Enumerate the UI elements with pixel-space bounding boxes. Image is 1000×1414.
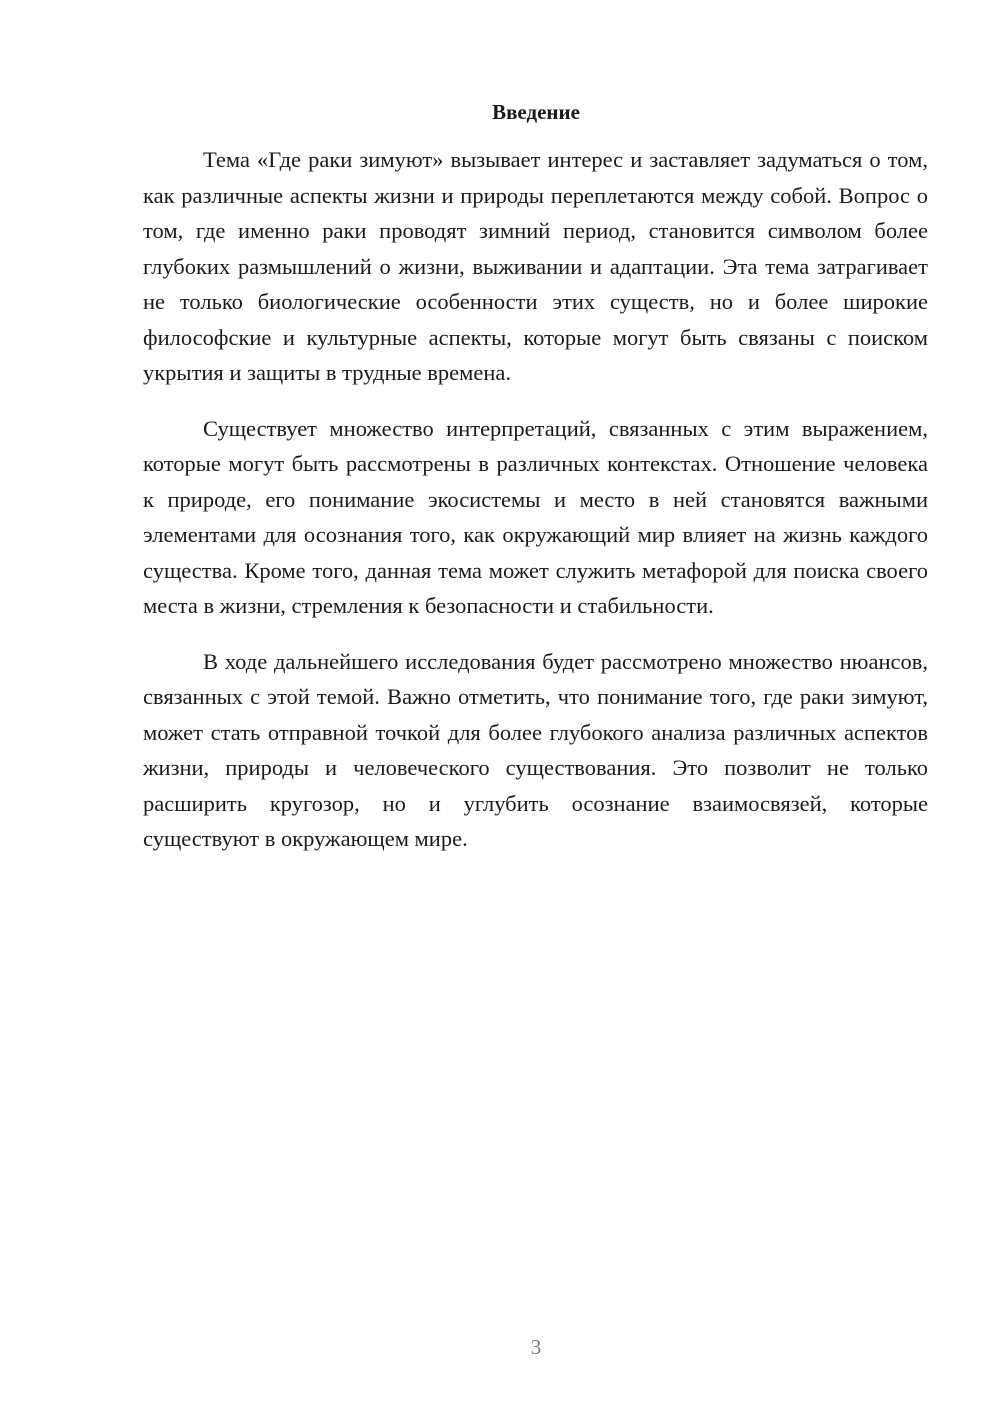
section-title: Введение: [492, 100, 580, 124]
paragraph-3: В ходе дальнейшего исследования будет рассмотрено множество нюансов, связанных с этой темой. Важно отметить, что понимание того, где раки зимуют, может стать отправной точкой для более глубокого анализа различных аспектов жизни, природы и человеческого существования. Это позволит не только расширить кругозор, но и углубить осознание взаимосвязей, которые существуют в окружающем мире.: [143, 648, 928, 851]
page-number: 3: [530, 1335, 542, 1359]
paragraph-2: Существует множество интерпретаций, связанных с этим выражением, которые могут быть рассмотрены в различных контекстах. Отношение человека к природе, его понимание экосистемы и место в ней становятся важными элементами для осознания того, как окружающий мир влияет на жизнь каждого существа. Кроме того, данная тема может служить метафорой для поиска своего места в жизни, стремления к безопасности и стабильности.: [143, 415, 928, 618]
document-body: [143, 142, 928, 857]
paragraph-1: Тема «Где раки зимуют» вызывает интерес и заставляет задуматься о том, как различные аспекты жизни и природы переплетаются между собой. Вопрос о том, где именно раки проводят зимний период, становится символом более глубоких размышлений о жизни, выживании и адаптации. Эта тема затрагивает не только биологические особенности этих существ, но и более широкие философские и культурные аспекты, которые могут быть связаны с поиском укрытия и защиты в трудные времена.: [143, 147, 928, 385]
